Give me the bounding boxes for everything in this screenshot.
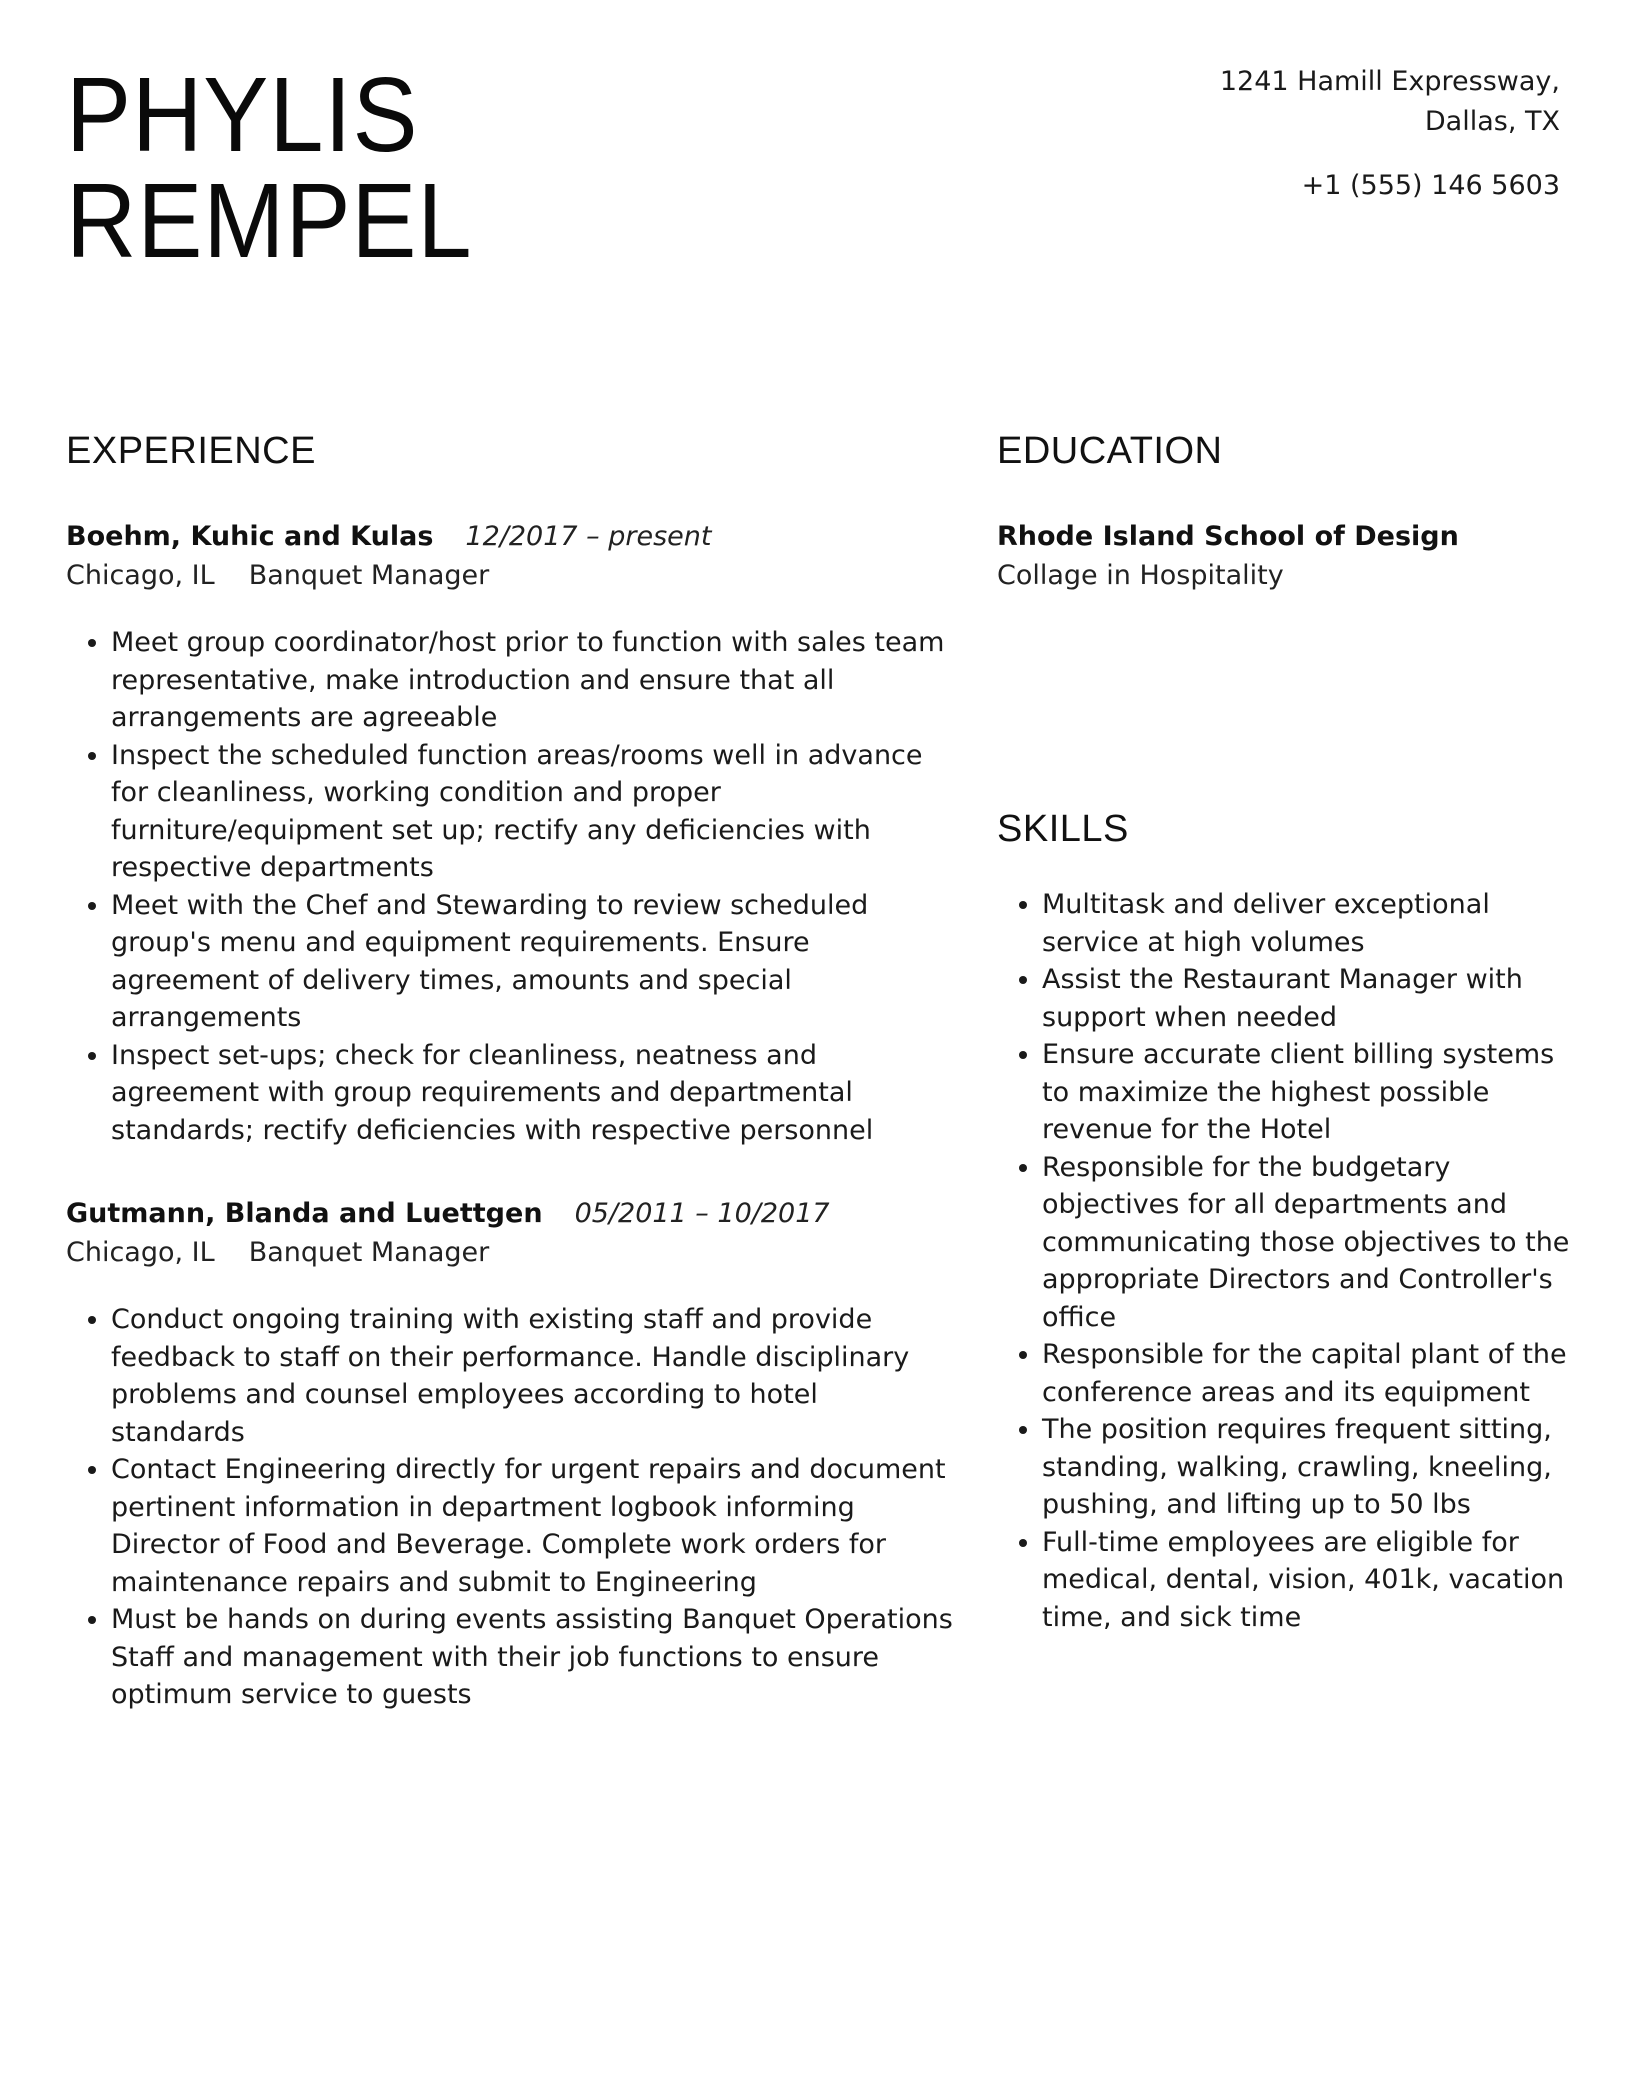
job-header — [66, 518, 956, 556]
skill-item: • Assist the Restaurant Manager with support when needed — [1042, 961, 1577, 1036]
job-entry — [66, 518, 956, 1149]
job-entry — [66, 1195, 956, 1714]
job-duty: • Conduct ongoing training with existing staff and provide feedback to staff on their performance. Handle disciplinary problems and counsel employees according to hotel standards — [111, 1301, 956, 1451]
employer-name: Boehm, Kuhic and Kulas — [66, 521, 434, 552]
skill-item: • Responsible for the capital plant of the conference areas and its equipment — [1042, 1336, 1577, 1411]
contact-info — [1220, 62, 1560, 206]
job-header — [66, 1195, 956, 1233]
skill-item: • The position requires frequent sitting, standing, walking, crawling, kneeling, pushing, and lifting up to 50 lbs — [1042, 1411, 1577, 1524]
first-name: PHYLIS — [66, 56, 419, 174]
job-duty: • Must be hands on during events assisting Banquet Operations Staff and management with their job functions to ensure optimum service to guests — [111, 1601, 956, 1714]
degree: Collage in Hospitality — [997, 560, 1284, 591]
job-location: Chicago, IL — [66, 560, 215, 591]
job-duty: • Meet group coordinator/host prior to function with sales team representative, make introduction and ensure that all arrangements are agreeable — [111, 624, 956, 737]
job-dates: 12/2017 – present — [465, 521, 712, 552]
experience-column — [66, 428, 956, 1714]
skills-heading: SKILLS — [997, 808, 1129, 850]
job-duty: • Contact Engineering directly for urgent repairs and document pertinent information in department logbook informing Director of Food and Beverage. Complete work orders for maintenance repairs and submit to Engineering — [111, 1451, 956, 1601]
skill-item: • Ensure accurate client billing systems to maximize the highest possible revenue for the Hotel — [1042, 1036, 1577, 1149]
job-duty: • Inspect set-ups; check for cleanliness, neatness and agreement with group requirements and departmental standards; rectify deficiencies with respective personnel — [111, 1037, 956, 1150]
address-line-2: Dallas, TX — [1424, 106, 1560, 137]
job-location: Chicago, IL — [66, 1237, 215, 1268]
job-duty: • Meet with the Chef and Stewarding to review scheduled group's menu and equipment requirements. Ensure agreement of delivery times, amounts and special arrangements — [111, 887, 956, 1037]
job-duties-list — [66, 1301, 956, 1714]
skill-item: • Responsible for the budgetary objectives for all departments and communicating those objectives to the appropriate Directors and Controller's office — [1042, 1149, 1577, 1337]
job-dates: 05/2011 – 10/2017 — [574, 1198, 830, 1229]
last-name: REMPEL — [66, 162, 473, 280]
experience-heading: EXPERIENCE — [66, 430, 316, 472]
candidate-name — [66, 56, 473, 280]
phone-number: +1 (555) 146 5603 — [1301, 170, 1560, 201]
address-line-1: 1241 Hamill Expressway, — [1219, 66, 1560, 97]
job-subheader — [66, 1233, 956, 1273]
job-duty: • Inspect the scheduled function areas/rooms well in advance for cleanliness, working condition and proper furniture/equipment set up; rectify any deficiencies with respective departments — [111, 737, 956, 887]
job-duties-list — [66, 624, 956, 1149]
education-entry — [997, 518, 1577, 596]
employer-name: Gutmann, Blanda and Luettgen — [66, 1198, 543, 1229]
job-subheader — [66, 556, 956, 596]
job-role: Banquet Manager — [248, 1237, 490, 1268]
skills-list — [997, 886, 1577, 1636]
job-role: Banquet Manager — [248, 560, 490, 591]
education-heading: EDUCATION — [997, 430, 1223, 472]
education-skills-column — [997, 428, 1577, 1636]
skill-item: • Multitask and deliver exceptional service at high volumes — [1042, 886, 1577, 961]
school-name: Rhode Island School of Design — [997, 521, 1459, 552]
skill-item: • Full-time employees are eligible for medical, dental, vision, 401k, vacation time, and sick time — [1042, 1524, 1577, 1637]
